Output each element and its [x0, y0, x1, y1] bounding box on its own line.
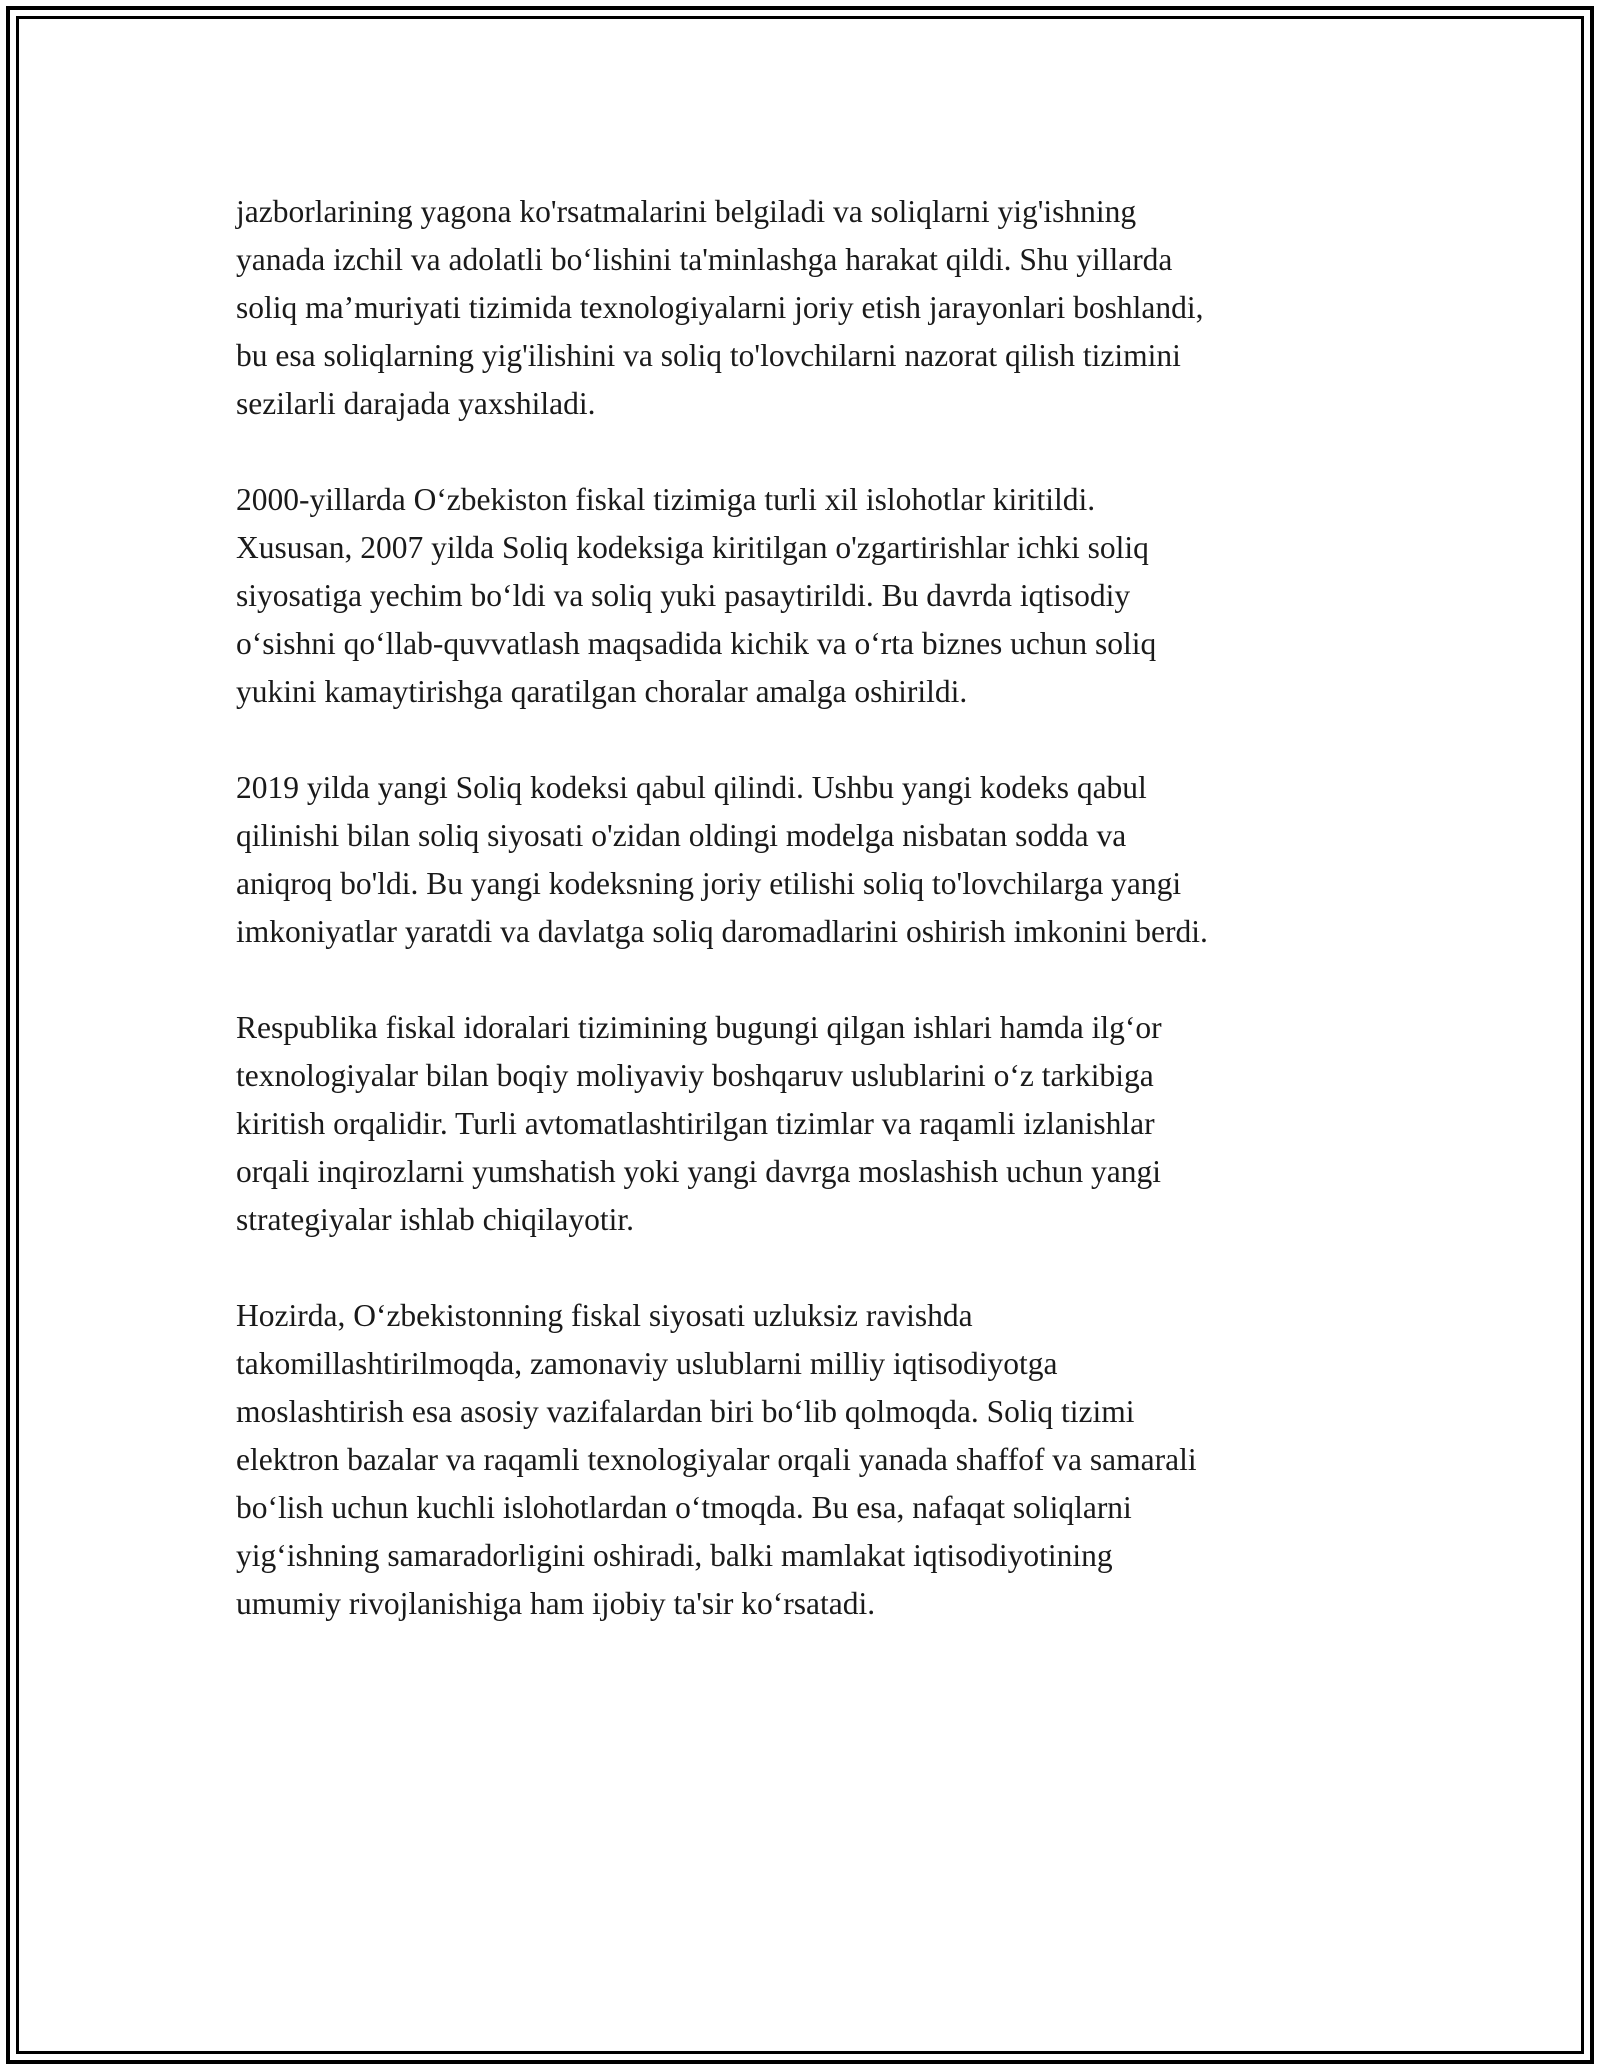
text-line: imkoniyatlar yaratdi va davlatga soliq daromadlarini oshirish imkonini berdi. — [236, 914, 1208, 949]
text-line: yukini kamaytirishga qaratilgan choralar amalga oshirildi. — [236, 674, 968, 709]
text-line: bo‘lish uchun kuchli islohotlardan o‘tmoqda. Bu esa, nafaqat soliqlarni — [236, 1490, 1132, 1525]
paragraph-1 — [236, 188, 1386, 428]
text-line: siyosatiga yechim bo‘ldi va soliq yuki pasaytirildi. Bu davrda iqtisodiy — [236, 578, 1131, 613]
text-line: kiritish orqalidir. Turli avtomatlashtirilgan tizimlar va raqamli izlanishlar — [236, 1106, 1155, 1141]
text-line: bu esa soliqlarning yig'ilishini va soliq to'lovchilarni nazorat qilish tizimini — [236, 338, 1181, 373]
paragraph-2 — [236, 476, 1386, 716]
text-line: texnologiyalar bilan boqiy moliyaviy boshqaruv uslublarini o‘z tarkibiga — [236, 1058, 1154, 1093]
text-line: orqali inqirozlarni yumshatish yoki yangi davrga moslashish uchun yangi — [236, 1154, 1162, 1189]
text-line: o‘sishni qo‘llab-quvvatlash maqsadida kichik va o‘rta biznes uchun soliq — [236, 626, 1157, 661]
text-line: sezilarli darajada yaxshiladi. — [236, 386, 596, 421]
text-line: qilinishi bilan soliq siyosati o'zidan oldingi modelga nisbatan sodda va — [236, 818, 1127, 853]
document-body — [236, 188, 1386, 1676]
text-line: umumiy rivojlanishiga ham ijobiy ta'sir ko‘rsatadi. — [236, 1586, 876, 1621]
text-line: strategiyalar ishlab chiqilayotir. — [236, 1202, 635, 1237]
text-line: Respublika fiskal idoralari tizimining bugungi qilgan ishlari hamda ilg‘or — [236, 1010, 1162, 1045]
text-line: yanada izchil va adolatli bo‘lishini ta'minlashga harakat qildi. Shu yillarda — [236, 242, 1173, 277]
paragraph-5 — [236, 1292, 1386, 1628]
text-line: elektron bazalar va raqamli texnologiyalar orqali yanada shaffof va samarali — [236, 1442, 1197, 1477]
text-line: 2000-yillarda O‘zbekiston fiskal tizimiga turli xil islohotlar kiritildi. — [236, 482, 1096, 517]
text-line: jazborlarining yagona ko'rsatmalarini belgiladi va soliqlarni yig'ishning — [236, 194, 1137, 229]
text-line: soliq ma’muriyati tizimida texnologiyalarni joriy etish jarayonlari boshlandi, — [236, 290, 1204, 325]
text-line: yig‘ishning samaradorligini oshiradi, balki mamlakat iqtisodiyotining — [236, 1538, 1113, 1573]
text-line: takomillashtirilmoqda, zamonaviy uslublarni milliy iqtisodiyotga — [236, 1346, 1058, 1381]
text-line: Xususan, 2007 yilda Soliq kodeksiga kiritilgan o'zgartirishlar ichki soliq — [236, 530, 1149, 565]
paragraph-3 — [236, 764, 1386, 956]
text-line: aniqroq bo'ldi. Bu yangi kodeksning joriy etilishi soliq to'lovchilarga yangi — [236, 866, 1182, 901]
text-line: moslashtirish esa asosiy vazifalardan biri bo‘lib qolmoqda. Soliq tizimi — [236, 1394, 1135, 1429]
text-line: Hozirda, O‘zbekistonning fiskal siyosati uzluksiz ravishda — [236, 1298, 973, 1333]
text-line: 2019 yilda yangi Soliq kodeksi qabul qilindi. Ushbu yangi kodeks qabul — [236, 770, 1147, 805]
paragraph-4 — [236, 1004, 1386, 1244]
